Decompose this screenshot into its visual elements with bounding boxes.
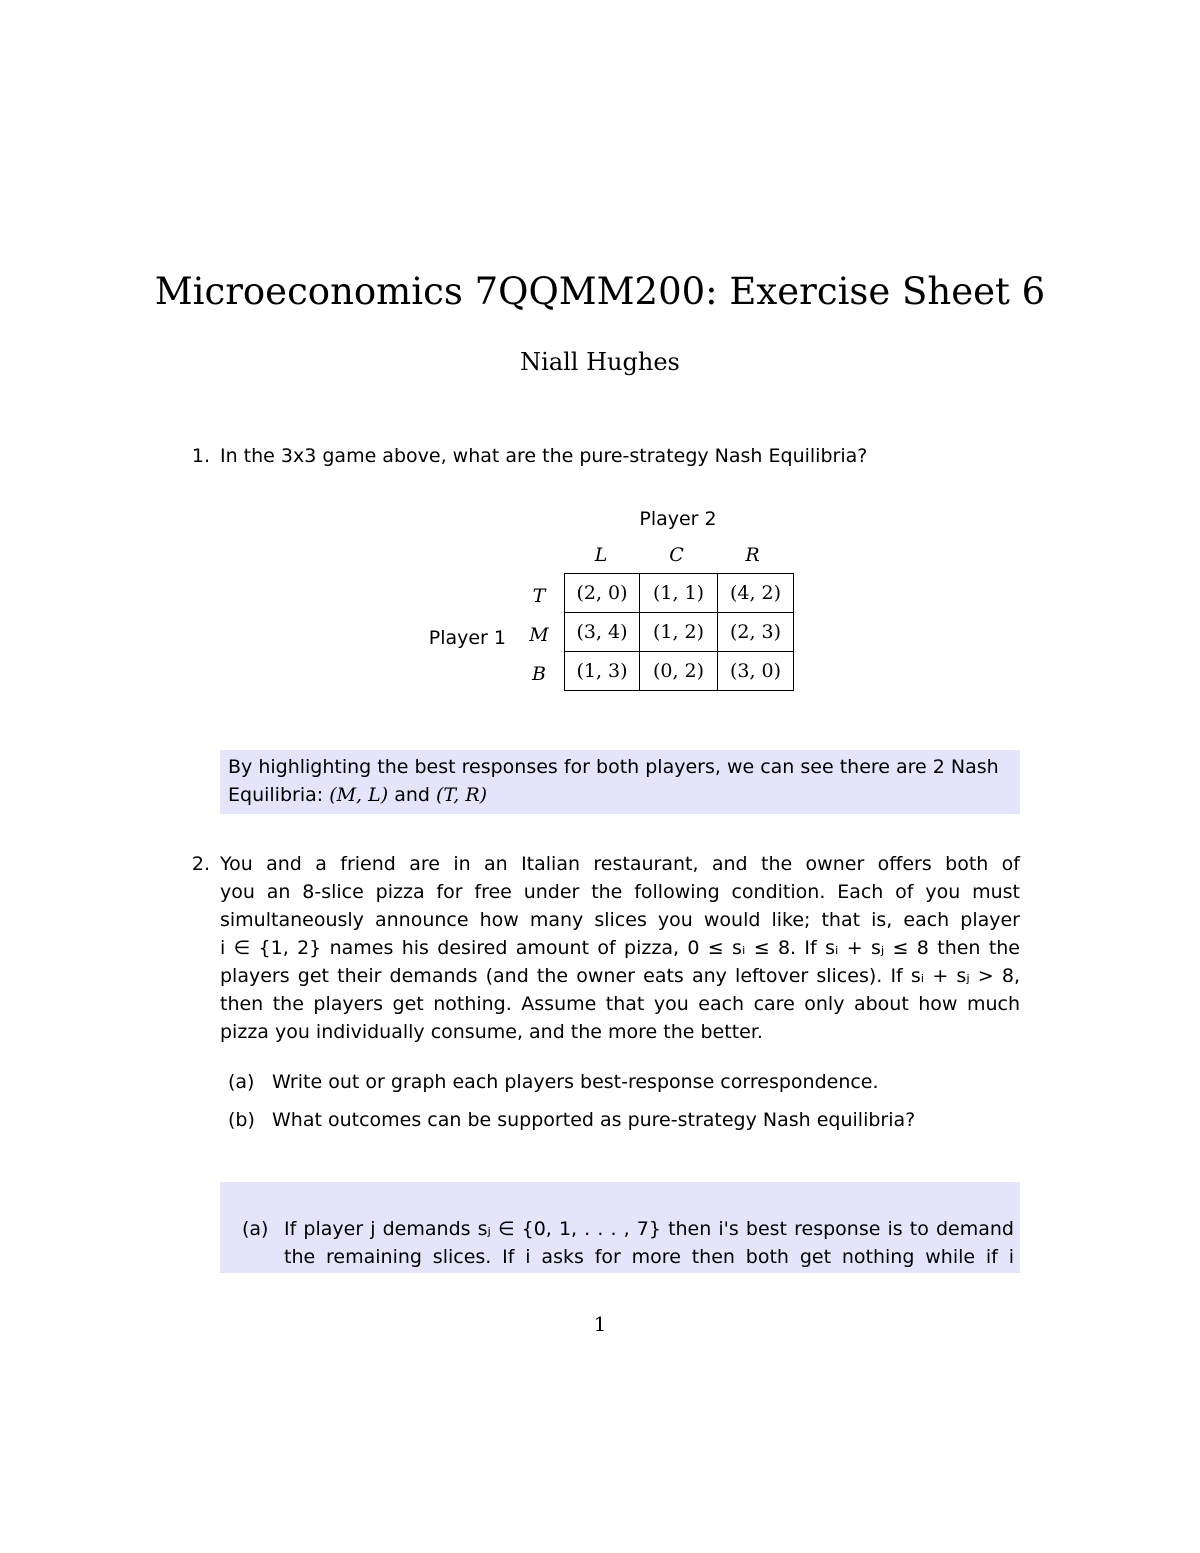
row-label: T [532,585,546,607]
part-text: Write out or graph each players best-response correspondence. [272,1071,879,1093]
text-line: i ∈ {1, 2} names his desired amount of pizza, 0 ≤ sᵢ ≤ 8. If sᵢ + sⱼ ≤ 8 then the [220,937,1020,959]
payoff-matrix [564,573,794,691]
page-number: 1 [593,1312,607,1336]
question-text: In the 3x3 game above, what are the pure-strategy Nash Equilibria? [220,445,868,467]
payoff-cell: (2, 3) [718,613,794,652]
part-label: (a) [228,1071,255,1093]
answer-text: and [388,784,436,806]
question-text [220,850,1020,1046]
question-number: 1. [191,445,210,467]
answer-text-line2 [228,781,1018,809]
answer-text: Equilibria: [228,784,330,806]
author-name: Niall Hughes [520,348,680,376]
payoff-cell: (2, 0) [565,574,640,613]
payoff-cell: (3, 4) [565,613,640,652]
column-label: R [745,544,760,566]
answer-box [220,1182,1020,1273]
answer-text: the remaining slices. If i asks for more then both get nothing while if i [284,1246,1014,1268]
list-item [228,1068,1018,1096]
table-row [565,574,794,613]
table-row [565,613,794,652]
table-row [565,652,794,691]
row-label: B [532,663,546,685]
answer-text: By highlighting the best responses for both players, we can see there are 2 Nash [228,756,999,778]
column-label: C [669,544,684,566]
text-line: you an 8-slice pizza for free under the following condition. Each of you must [220,881,1020,903]
payoff-cell: (4, 2) [718,574,794,613]
answer-box [220,750,1020,814]
question-number: 2. [191,853,210,875]
payoff-cell: (1, 3) [565,652,640,691]
payoff-cell: (1, 1) [640,574,718,613]
payoff-cell: (3, 0) [718,652,794,691]
player1-label: Player 1 [428,627,506,649]
text-line: You and a friend are in an Italian restaurant, and the owner offers both of [220,853,1020,875]
part-label: (b) [228,1109,255,1131]
column-label: L [594,544,608,566]
equilibrium-2: (T, R) [436,784,488,806]
player2-label: Player 2 [639,508,717,530]
part-text: What outcomes can be supported as pure-strategy Nash equilibria? [272,1109,916,1131]
text-line: then the players get nothing. Assume that you each care only about how much [220,993,1020,1015]
part-label: (a) [242,1218,269,1240]
text-line: pizza you individually consume, and the more the better. [220,1021,763,1043]
answer-text: If player j demands sⱼ ∈ {0, 1, . . . , 7} then i's best response is to demand [284,1218,1014,1240]
page-title: Microeconomics 7QQMM200: Exercise Sheet 6 [154,270,1046,313]
equilibrium-1: (M, L) [329,784,389,806]
list-item [228,1106,1018,1134]
payoff-cell: (0, 2) [640,652,718,691]
payoff-cell: (1, 2) [640,613,718,652]
row-label: M [529,624,549,646]
text-line: players get their demands (and the owner eats any leftover slices). If sᵢ + sⱼ > 8, [220,965,1020,987]
text-line: simultaneously announce how many slices you would like; that is, each player [220,909,1020,931]
